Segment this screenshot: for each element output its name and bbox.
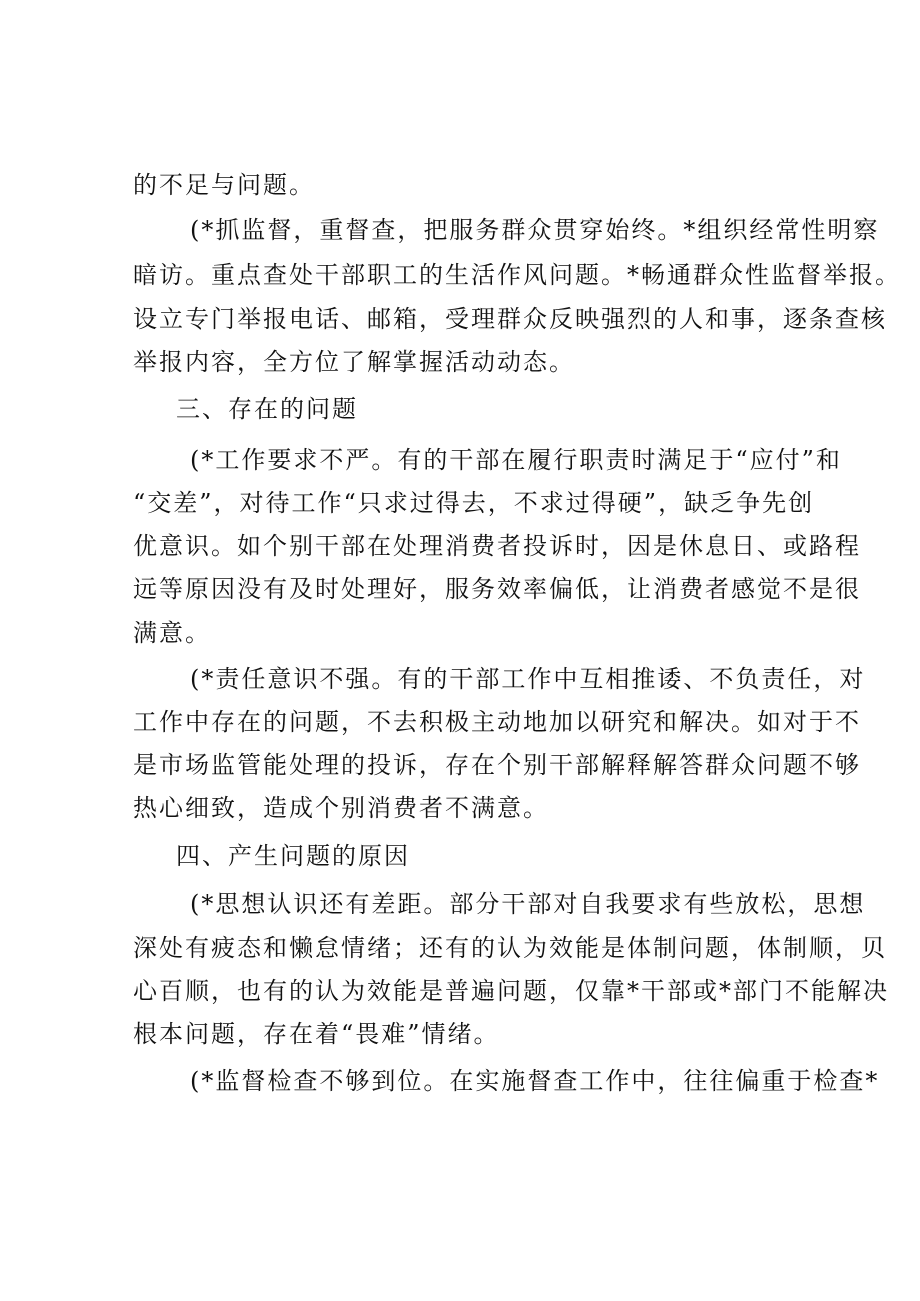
- text-line: 深处有疲态和懒怠情绪；还有的认为效能是体制问题，体制顺，贝: [133, 934, 887, 962]
- text-line: 根本问题，存在着“畏难”情绪。: [133, 1020, 500, 1048]
- text-line: 是市场监管能处理的投诉，存在个别干部解释解答群众问题不够: [133, 751, 861, 779]
- text-line: 满意。: [133, 619, 211, 647]
- text-line: 暗访。重点查处干部职工的生活作风问题。*畅通群众性监督举报。: [133, 261, 901, 289]
- section-heading: 四、产生问题的原因: [176, 842, 410, 870]
- text-line: 优意识。如个别干部在处理消费者投诉时，因是休息日、或路程: [133, 532, 861, 560]
- text-line: 的不足与问题。: [133, 171, 315, 199]
- paragraph-start-line: (*责任意识不强。有的干部工作中互相推诿、不负责任，对: [190, 665, 866, 693]
- text-line: 设立专门举报电话、邮箱，受理群众反映强烈的人和事，逐条查核: [133, 305, 887, 333]
- paragraph-start-line: (*监督检查不够到位。在实施督查工作中，往往偏重于检查*: [190, 1067, 880, 1095]
- text-line: 工作中存在的问题，不去积极主动地加以研究和解决。如对于不: [133, 708, 861, 736]
- text-line: 举报内容，全方位了解掌握活动动态。: [133, 348, 575, 376]
- paragraph-start-line: (*工作要求不严。有的干部在履行职责时满足于“应付”和: [190, 446, 842, 474]
- paragraph-start-line: (*思想认识还有差距。部分干部对自我要求有些放松，思想: [190, 890, 866, 918]
- text-line: 远等原因没有及时处理好，服务效率偏低，让消费者感觉不是很: [133, 575, 861, 603]
- section-heading: 三、存在的问题: [176, 395, 358, 423]
- text-line: 热心细致，造成个别消费者不满意。: [133, 794, 549, 822]
- text-line: 心百顺，也有的认为效能是普遍问题，仅靠*干部或*部门不能解决: [133, 977, 889, 1005]
- paragraph-start-line: (*抓监督，重督查，把服务群众贯穿始终。*组织经常性明察: [190, 216, 880, 244]
- text-line: “交差”，对待工作“只求过得去，不求过得硬”，缺乏争先创: [133, 489, 815, 517]
